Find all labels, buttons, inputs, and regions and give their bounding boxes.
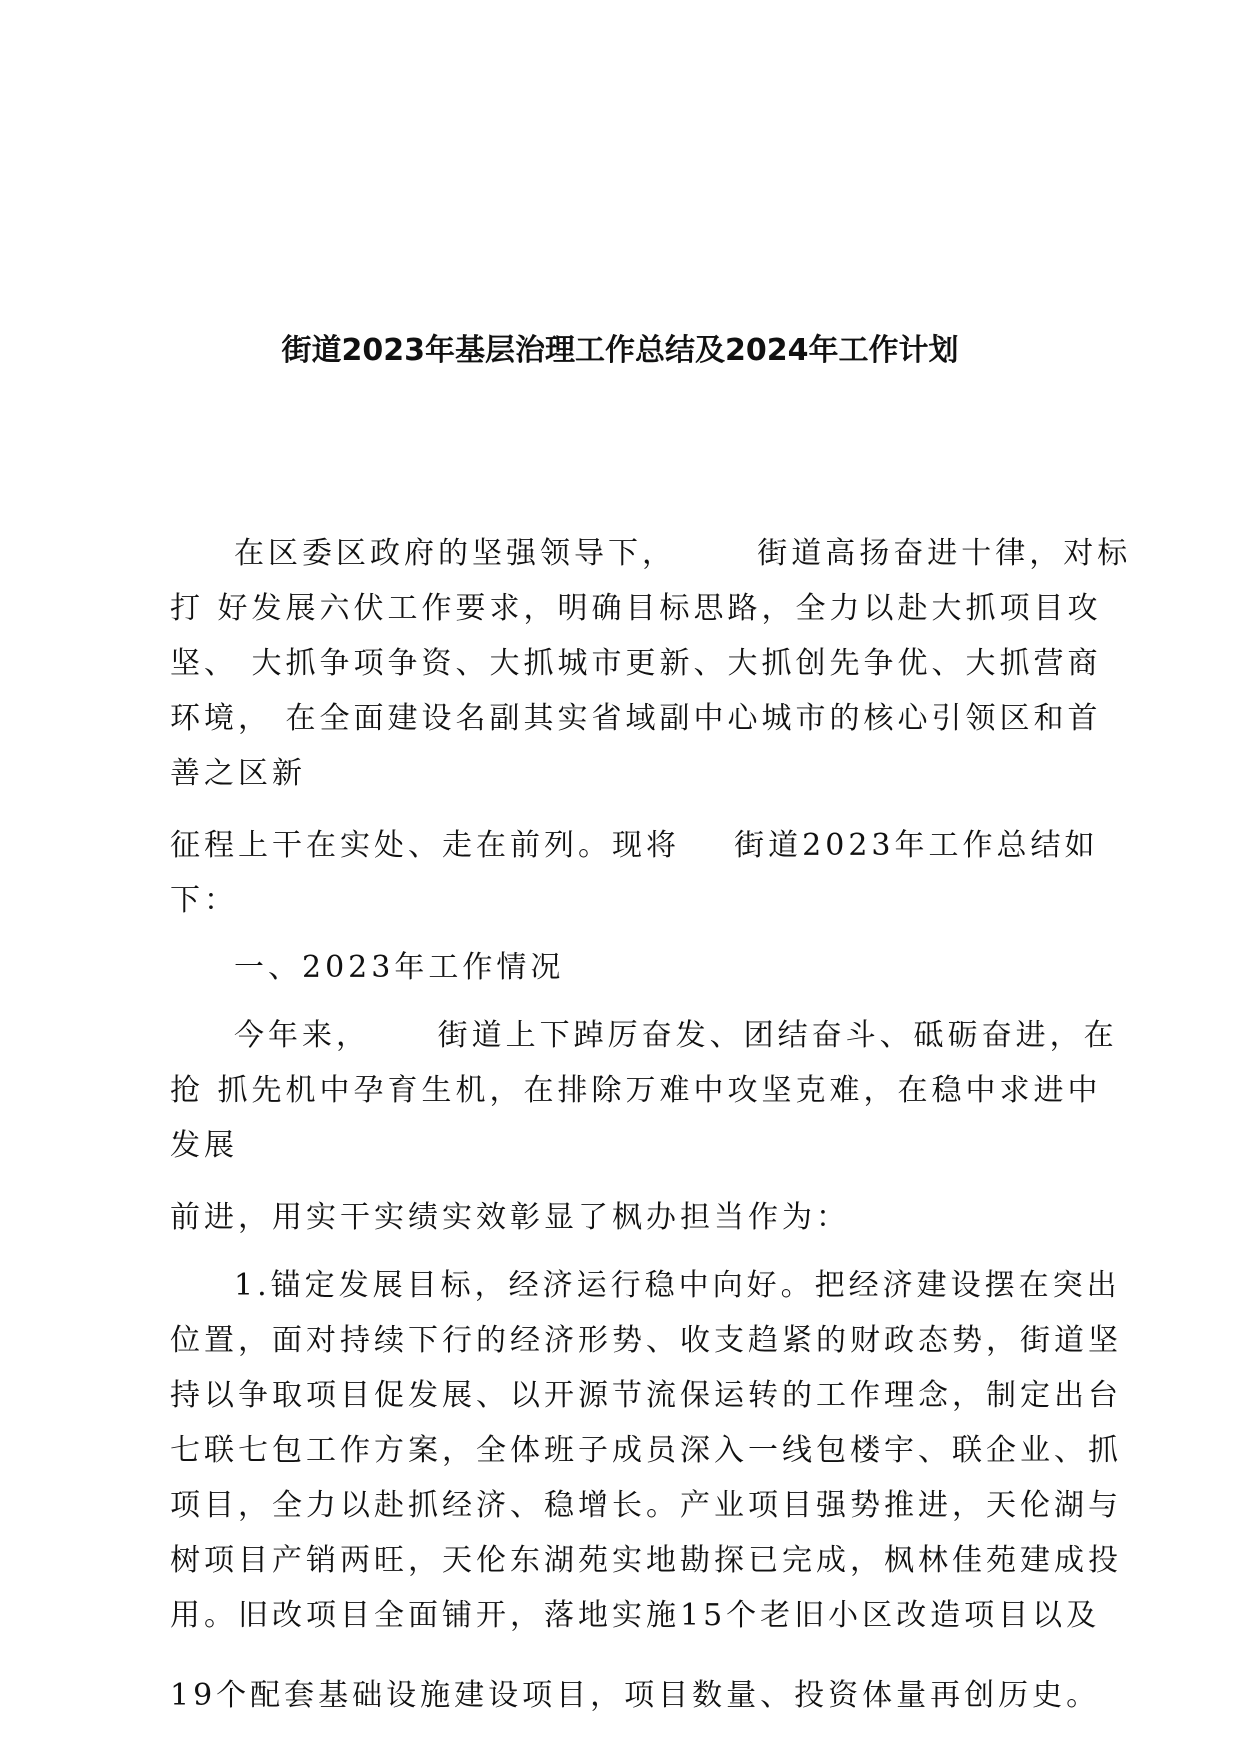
body-line: 在区委区政府的坚强领导下， 街道高扬奋进十律，对标 [234,536,1132,571]
body-line: 19个配套基础设施建设项目，项目数量、投资体量再创历史。 [170,1678,1101,1713]
page-title: 街道2023年基层治理工作总结及2024年工作计划 [281,333,959,368]
section-heading: 一、2023年工作情况 [234,950,565,985]
body-line: 持以争取项目促发展、以开源节流保运转的工作理念，制定出台 [170,1378,1122,1413]
body-line: 今年来， 街道上下踔厉奋发、团结奋斗、砥砺奋进，在 [234,1018,1118,1053]
body-line: 坚、 大抓争项争资、大抓城市更新、大抓创先争优、大抓营商 [170,646,1102,681]
body-line: 下： [170,883,238,918]
body-line: 抢 抓先机中孕育生机，在排除万难中攻坚克难，在稳中求进中 [170,1073,1102,1108]
body-line: 用。旧改项目全面铺开，落地实施15个老旧小区改造项目以及 [170,1598,1101,1633]
body-line: 征程上干在实处、走在前列。现将 街道2023年工作总结如 [170,828,1099,863]
body-line: 项目，全力以赴抓经济、稳增长。产业项目强势推进，天伦湖与 [170,1488,1122,1523]
body-line: 1.锚定发展目标，经济运行稳中向好。把经济建设摆在突出 [234,1268,1121,1303]
body-line: 善之区新 [170,756,306,791]
body-line: 发展 [170,1128,238,1163]
body-line: 树项目产销两旺，天伦东湖苑实地勘探已完成，枫林佳苑建成投 [170,1543,1122,1578]
body-line: 环境， 在全面建设名副其实省域副中心城市的核心引领区和首 [170,701,1102,736]
body-line: 位置，面对持续下行的经济形势、收支趋紧的财政态势，街道坚 [170,1323,1122,1358]
body-line: 七联七包工作方案，全体班子成员深入一线包楼宇、联企业、抓 [170,1433,1122,1468]
body-line: 打 好发展六伏工作要求，明确目标思路，全力以赴大抓项目攻 [170,591,1102,626]
body-line: 前进，用实干实绩实效彰显了枫办担当作为： [170,1200,850,1235]
